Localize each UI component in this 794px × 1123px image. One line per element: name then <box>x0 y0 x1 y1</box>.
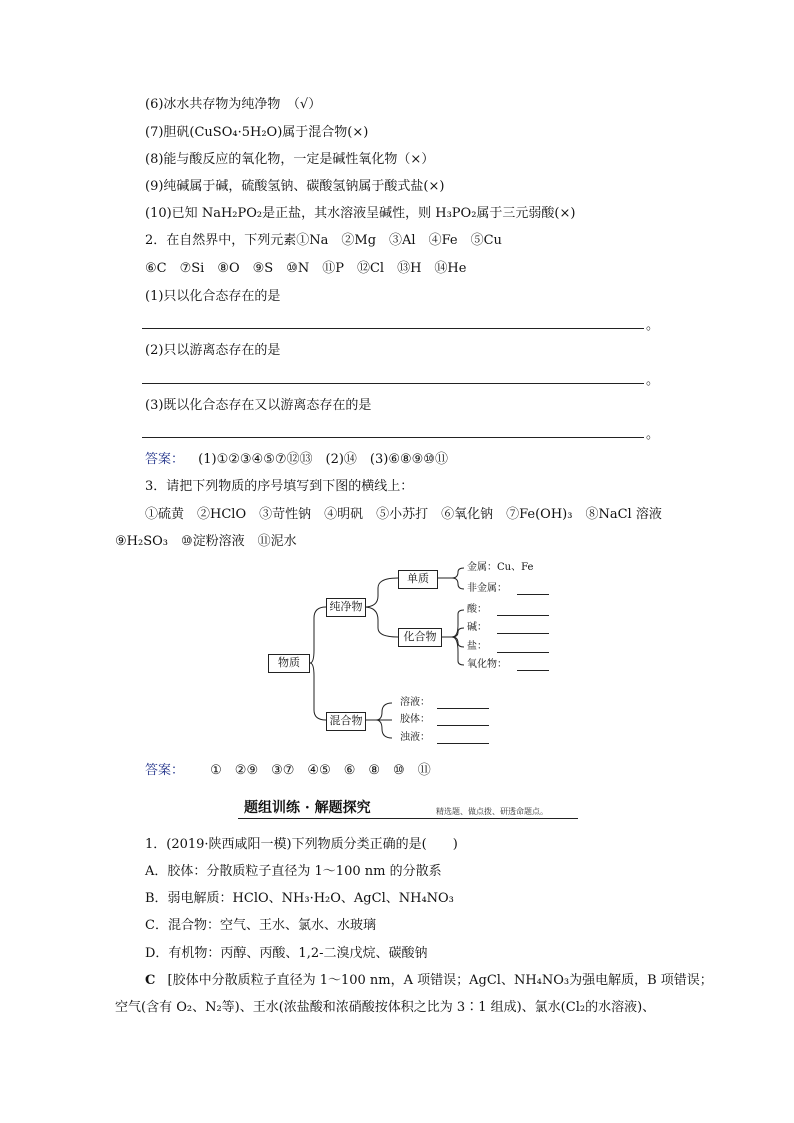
node-pure-substance: 纯净物 <box>326 598 366 617</box>
node-compound: 化合物 <box>398 628 442 647</box>
section-title: 题组训练 · 解题探究 <box>244 800 371 816</box>
end-mark-1: 。 <box>646 318 660 333</box>
blank-salt[interactable] <box>497 652 549 653</box>
q3-answer <box>145 762 431 780</box>
leaf-acid: 酸： <box>467 604 487 615</box>
q3-stem: 3．请把下列物质的序号填写到下图的横线上： <box>145 479 414 494</box>
q2-sub2: (2)只以游离态存在的是 <box>145 343 281 358</box>
leaf-oxide: 氧化物： <box>467 659 507 670</box>
section-note: 精选题、做点拨、研透命题点。 <box>436 806 548 819</box>
answer-label: 答案： <box>145 763 185 778</box>
leaf-salt: 盐： <box>467 641 487 652</box>
blank-nonmetal[interactable] <box>517 594 549 595</box>
end-mark-3: 。 <box>646 427 660 442</box>
node-substance: 物质 <box>268 654 310 673</box>
q3-items-2: ⑨H₂SO₃ ⑩淀粉溶液 ⑪泥水 <box>115 534 297 549</box>
section-rule <box>238 818 578 819</box>
explanation-line-2: 空气(含有 O₂、N₂等)、王水(浓盐酸和浓硝酸按体积之比为 3∶1 组成)、氯水(Cl₂的水溶液)、 <box>115 1000 656 1015</box>
statement-10: (10)已知 NaH₂PO₂是正盐，其水溶液呈碱性，则 H₃PO₂属于三元弱酸(×) <box>145 206 576 221</box>
blank-solution[interactable] <box>437 708 489 709</box>
option-c[interactable]: C．混合物：空气、王水、氯水、水玻璃 <box>145 918 376 933</box>
statement-9: (9)纯碱属于碱，硫酸氢钠、碳酸氢钠属于酸式盐(×) <box>145 179 445 194</box>
leaf-turbid: 浊液： <box>400 732 430 743</box>
answer-values: (1)①②③④⑤⑦⑫⑬ (2)⑭ (3)⑥⑧⑨⑩⑪ <box>198 452 448 467</box>
blank-turbid[interactable] <box>437 743 489 744</box>
leaf-metal: 金属：Cu、Fe <box>467 562 534 573</box>
q2-sub1: (1)只以化合态存在的是 <box>145 289 281 304</box>
blank-acid[interactable] <box>497 615 549 616</box>
leaf-colloid: 胶体： <box>400 714 430 725</box>
node-element-substance: 单质 <box>398 570 438 589</box>
node-mixture: 混合物 <box>326 712 366 731</box>
option-d[interactable]: D．有机物：丙醇、丙酸、1,2-二溴戊烷、碳酸钠 <box>145 946 428 961</box>
leaf-nonmetal: 非金属： <box>467 583 507 594</box>
q2-sub3: (3)既以化合态存在又以游离态存在的是 <box>145 398 372 413</box>
q2-stem: 2．在自然界中，下列元素①Na ②Mg ③Al ④Fe ⑤Cu <box>145 233 502 248</box>
statement-8: (8)能与酸反应的氧化物，一定是碱性氧化物（×） <box>145 152 435 167</box>
q2-elements: ⑥C ⑦Si ⑧O ⑨S ⑩N ⑪P ⑫Cl ⑬H ⑭He <box>145 261 467 276</box>
leaf-base: 碱： <box>467 622 487 633</box>
answer-values: ① ②⑨ ③⑦ ④⑤ ⑥ ⑧ ⑩ ⑪ <box>210 763 431 778</box>
explanation-line-1 <box>145 972 713 990</box>
leaf-solution: 溶液： <box>400 697 430 708</box>
q3-items-1: ①硫黄 ②HClO ③苛性钠 ④明矾 ⑤小苏打 ⑥氧化钠 ⑦Fe(OH)₃ ⑧NaCl 溶液 <box>145 507 662 522</box>
blank-base[interactable] <box>497 633 549 634</box>
explanation-text-1: [胶体中分散质粒子直径为 1～100 nm，A 项错误；AgCl、NH₄NO₃为强电解质，B 项错误； <box>167 973 713 988</box>
statement-7: (7)胆矾(CuSO₄·5H₂O)属于混合物(×) <box>145 125 369 140</box>
statement-6: (6)冰水共存物为纯净物 （√） <box>145 97 322 112</box>
option-a[interactable]: A．胶体：分散质粒子直径为 1～100 nm 的分散系 <box>145 864 442 879</box>
answer-letter: C <box>145 973 156 988</box>
blank-oxide[interactable] <box>517 670 549 671</box>
answer-label: 答案： <box>145 452 185 467</box>
end-mark-2: 。 <box>646 373 660 388</box>
blank-colloid[interactable] <box>437 725 489 726</box>
option-b[interactable]: B．弱电解质：HClO、NH₃·H₂O、AgCl、NH₄NO₃ <box>145 891 454 906</box>
exercise-1-stem: 1．(2019·陕西咸阳一模)下列物质分类正确的是( ) <box>145 837 458 852</box>
